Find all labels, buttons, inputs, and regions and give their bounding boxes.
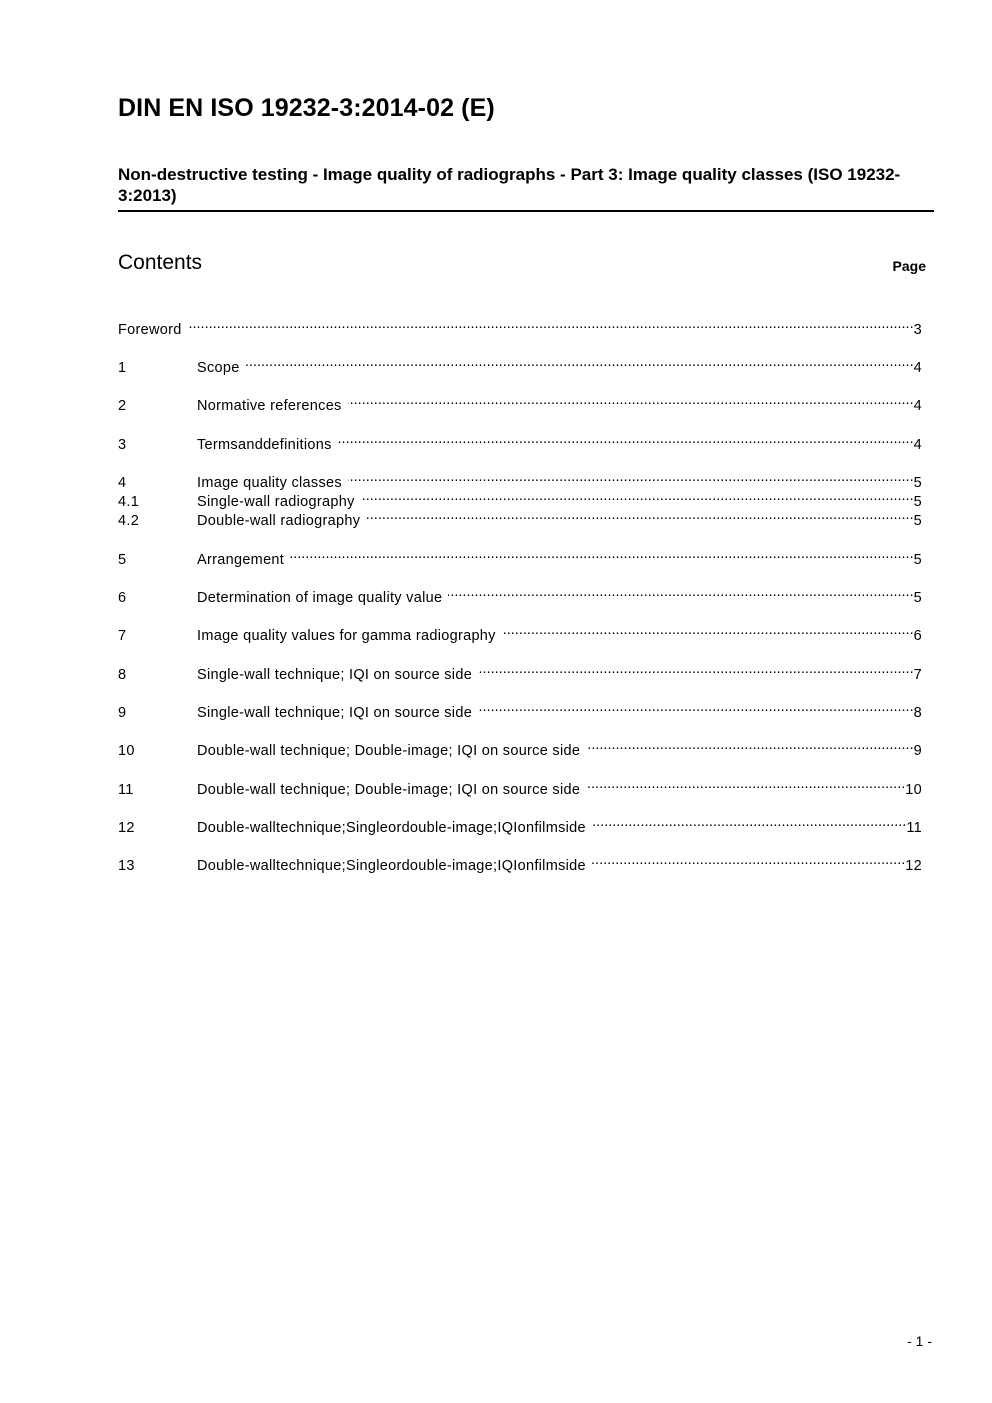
page-column-label: Page: [892, 258, 926, 274]
toc-entry[interactable]: [118, 775, 922, 798]
toc-entry[interactable]: [118, 468, 922, 491]
toc-entry-title: Double-walltechnique;Singleordouble-image;IQIonfilmside: [197, 858, 586, 874]
toc-entry-number: 1: [118, 360, 127, 376]
toc-entry-number: 6: [118, 590, 127, 606]
dot-leader: [592, 851, 905, 870]
toc-entry[interactable]: [118, 353, 922, 376]
toc-entry[interactable]: [118, 698, 922, 721]
dot-leader: [188, 315, 914, 334]
toc-entry-number: 2: [118, 398, 127, 414]
dot-leader: [592, 813, 906, 832]
toc-entry-number: 3: [118, 437, 127, 453]
toc-entry-title: Termsanddefinitions: [197, 437, 332, 453]
toc-entry-title: Normative references: [197, 398, 342, 414]
toc-entry-page: 5: [913, 475, 922, 491]
toc-entry-title: Image quality classes: [197, 475, 342, 491]
toc-entry-page: 12: [905, 858, 922, 874]
dot-leader: [366, 506, 913, 525]
toc-entry-page: 4: [913, 437, 922, 453]
toc-entry-number: 8: [118, 667, 127, 683]
dot-leader: [478, 660, 914, 679]
dot-leader: [586, 775, 905, 794]
dot-leader: [448, 583, 913, 602]
toc-entry-title: Scope: [197, 360, 240, 376]
dot-leader: [290, 545, 914, 564]
toc-entry-number: 7: [118, 628, 127, 644]
toc-entry-title: Determination of image quality value: [197, 590, 443, 606]
toc-entry-page: 11: [906, 820, 922, 836]
toc-entry[interactable]: [118, 660, 922, 683]
toc-entry[interactable]: [118, 430, 922, 453]
toc-entry-page: 4: [913, 360, 922, 376]
toc-entry-page: 7: [913, 667, 922, 683]
dot-leader: [348, 468, 914, 487]
toc-entry-title: Double-wall radiography: [197, 513, 361, 529]
toc-entry-title: Double-wall technique; Double-image; IQI on source side: [197, 782, 581, 798]
toc-entry-number: 9: [118, 705, 127, 721]
toc-entry[interactable]: [118, 851, 922, 874]
table-of-contents: [118, 0, 922, 1403]
toc-entry-title: Arrangement: [197, 552, 285, 568]
toc-entry[interactable]: [118, 813, 922, 836]
toc-entry-page: 3: [913, 322, 922, 338]
toc-entry[interactable]: [118, 736, 922, 759]
toc-entry-number: 5: [118, 552, 127, 568]
dot-leader: [502, 621, 914, 640]
toc-entry-title: Foreword: [118, 322, 182, 338]
toc-entry[interactable]: [118, 545, 922, 568]
toc-entry-title: Double-walltechnique;Singleordouble-image;IQIonfilmside: [197, 820, 586, 836]
toc-entry-page: 5: [913, 552, 922, 568]
toc-entry-title: Single-wall radiography: [197, 494, 355, 510]
toc-entry-page: 5: [913, 590, 922, 606]
toc-entry-number: 4.2: [118, 513, 140, 529]
toc-entry-page: 4: [913, 398, 922, 414]
toc-entry[interactable]: [118, 506, 922, 529]
dot-leader: [478, 698, 914, 717]
dot-leader: [246, 353, 914, 372]
page-number: - 1 -: [907, 1333, 932, 1349]
toc-entry-number: 13: [118, 858, 135, 874]
dot-leader: [348, 391, 914, 410]
toc-entry-title: Image quality values for gamma radiography: [197, 628, 496, 644]
toc-entry-number: 4.1: [118, 494, 140, 510]
toc-entry-title: Single-wall technique; IQI on source side: [197, 667, 473, 683]
toc-entry-page: 9: [913, 743, 922, 759]
toc-entry-title: Double-wall technique; Double-image; IQI on source side: [197, 743, 581, 759]
toc-entry-page: 5: [913, 513, 922, 529]
dot-leader: [338, 430, 914, 449]
document-title: DIN EN ISO 19232-3:2014-02 (E): [118, 94, 495, 122]
toc-entry-page: 10: [905, 782, 922, 798]
toc-entry-number: 4: [118, 475, 127, 491]
dot-leader: [586, 736, 913, 755]
toc-entry-number: 10: [118, 743, 135, 759]
toc-entry-page: 5: [913, 494, 922, 510]
toc-entry-foreword[interactable]: [118, 315, 922, 338]
toc-entry-number: 12: [118, 820, 135, 836]
toc-entry-page: 6: [913, 628, 922, 644]
toc-entry[interactable]: [118, 487, 922, 510]
toc-entry[interactable]: [118, 583, 922, 606]
document-subtitle: Non-destructive testing - Image quality of radiographs - Part 3: Image quality classes (ISO 19232-3:2013): [118, 165, 901, 205]
toc-entry-number: 11: [118, 782, 134, 798]
toc-entry-title: Single-wall technique; IQI on source side: [197, 705, 473, 721]
toc-entry[interactable]: [118, 391, 922, 414]
toc-entry[interactable]: [118, 621, 922, 644]
dot-leader: [361, 487, 914, 506]
contents-heading: Contents: [118, 251, 203, 274]
toc-entry-page: 8: [913, 705, 922, 721]
